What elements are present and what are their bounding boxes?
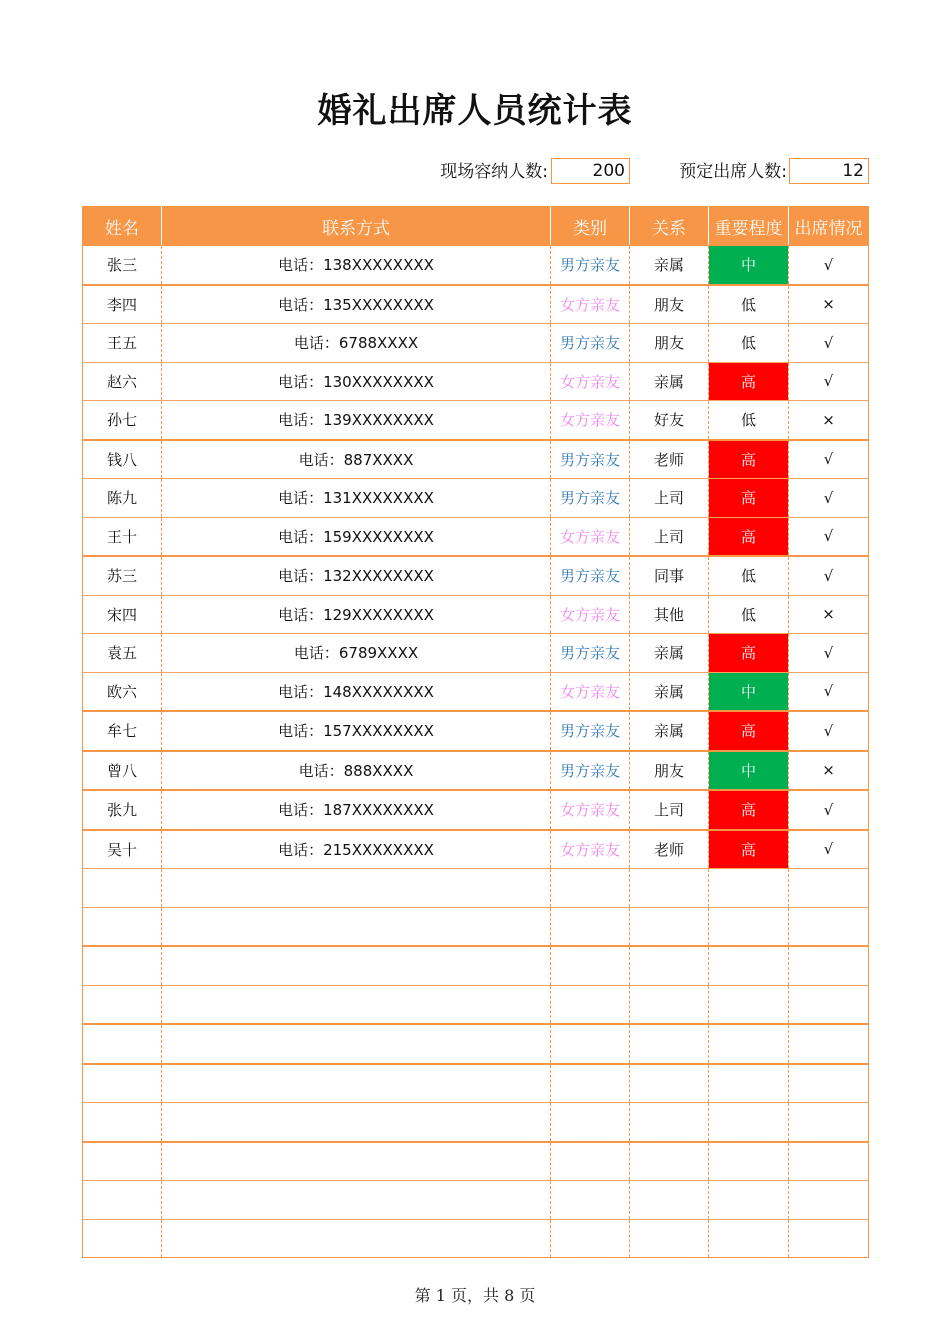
relation-cell[interactable]: 上司 <box>630 517 709 556</box>
category-cell[interactable]: 女方亲友 <box>551 285 630 324</box>
empty-cell[interactable] <box>83 907 162 946</box>
empty-cell[interactable] <box>630 1024 709 1064</box>
attendance-cell[interactable]: √ <box>789 246 869 285</box>
importance-cell[interactable]: 低 <box>709 324 789 363</box>
guest-name-cell[interactable]: 袁五 <box>83 634 162 673</box>
category-cell[interactable]: 男方亲友 <box>551 751 630 791</box>
capacity-field[interactable]: 200 <box>551 158 630 184</box>
guest-name-cell[interactable]: 曾八 <box>83 751 162 791</box>
attendance-cell[interactable]: √ <box>789 556 869 595</box>
empty-cell[interactable] <box>162 1024 551 1064</box>
attendance-cell[interactable]: √ <box>789 362 869 401</box>
guest-name-cell[interactable]: 赵六 <box>83 362 162 401</box>
empty-cell[interactable] <box>709 985 789 1024</box>
empty-cell[interactable] <box>83 1064 162 1103</box>
empty-cell[interactable] <box>162 1219 551 1258</box>
empty-cell[interactable] <box>162 869 551 908</box>
page-title: 婚礼出席人员统计表 <box>317 91 633 131</box>
empty-cell[interactable] <box>630 907 709 946</box>
empty-cell[interactable] <box>162 1064 551 1103</box>
table-row <box>83 672 869 711</box>
guest-name-cell[interactable]: 钱八 <box>83 440 162 479</box>
relation-cell[interactable]: 同事 <box>630 556 709 595</box>
empty-cell[interactable] <box>162 1103 551 1142</box>
empty-cell[interactable] <box>630 869 709 908</box>
relation-cell[interactable]: 朋友 <box>630 751 709 791</box>
empty-cell[interactable] <box>83 946 162 985</box>
guest-name-cell[interactable]: 张三 <box>83 246 162 285</box>
contact-cell[interactable]: 电话：187XXXXXXXX <box>162 790 551 830</box>
attendance-cell[interactable]: √ <box>789 711 869 751</box>
importance-cell[interactable]: 高 <box>709 790 789 830</box>
empty-cell[interactable] <box>789 869 869 908</box>
header-importance[interactable]: 重要程度 <box>709 207 789 246</box>
contact-cell[interactable]: 电话：6788XXXX <box>162 324 551 363</box>
attendance-cell[interactable]: × <box>789 401 869 440</box>
table-row <box>83 790 869 830</box>
empty-cell[interactable] <box>789 1219 869 1258</box>
empty-cell[interactable] <box>709 869 789 908</box>
category-cell[interactable]: 女方亲友 <box>551 790 630 830</box>
guest-name-cell[interactable]: 吴十 <box>83 830 162 869</box>
empty-cell[interactable] <box>789 907 869 946</box>
empty-cell[interactable] <box>789 1064 869 1103</box>
header-row <box>83 207 869 246</box>
empty-cell[interactable] <box>789 1024 869 1064</box>
guest-name-cell[interactable]: 王五 <box>83 324 162 363</box>
guest-name-cell[interactable]: 陈九 <box>83 479 162 518</box>
attendance-cell[interactable]: √ <box>789 672 869 711</box>
relation-cell[interactable]: 上司 <box>630 790 709 830</box>
empty-cell[interactable] <box>551 985 630 1024</box>
table-row <box>83 246 869 285</box>
empty-row <box>83 1142 869 1181</box>
attendance-cell[interactable]: √ <box>789 479 869 518</box>
importance-cell[interactable]: 高 <box>709 362 789 401</box>
empty-cell[interactable] <box>162 1181 551 1220</box>
category-cell[interactable]: 男方亲友 <box>551 634 630 673</box>
importance-cell[interactable]: 低 <box>709 285 789 324</box>
relation-cell[interactable]: 老师 <box>630 440 709 479</box>
empty-cell[interactable] <box>789 1142 869 1181</box>
relation-cell[interactable]: 亲属 <box>630 246 709 285</box>
category-cell[interactable]: 女方亲友 <box>551 401 630 440</box>
empty-row <box>83 985 869 1024</box>
empty-cell[interactable] <box>162 985 551 1024</box>
importance-cell[interactable]: 高 <box>709 711 789 751</box>
empty-cell[interactable] <box>551 1142 630 1181</box>
empty-cell[interactable] <box>551 1103 630 1142</box>
empty-cell[interactable] <box>630 1142 709 1181</box>
table-row <box>83 324 869 363</box>
table-row <box>83 751 869 791</box>
category-cell[interactable]: 男方亲友 <box>551 711 630 751</box>
empty-row <box>83 869 869 908</box>
guest-name-cell[interactable]: 苏三 <box>83 556 162 595</box>
empty-cell[interactable] <box>630 985 709 1024</box>
attendance-cell[interactable]: × <box>789 751 869 791</box>
empty-cell[interactable] <box>551 1181 630 1220</box>
table-row <box>83 517 869 556</box>
empty-row <box>83 1219 869 1258</box>
importance-cell[interactable]: 高 <box>709 479 789 518</box>
importance-cell[interactable]: 高 <box>709 440 789 479</box>
expected-attendance-label: 预定出席人数: <box>679 162 787 182</box>
expected-attendance-field[interactable]: 12 <box>789 158 869 184</box>
table-row <box>83 479 869 518</box>
table-row <box>83 711 869 751</box>
header-category[interactable]: 类别 <box>551 207 630 246</box>
empty-cell[interactable] <box>551 1064 630 1103</box>
empty-cell[interactable] <box>630 1103 709 1142</box>
header-contact[interactable]: 联系方式 <box>162 207 551 246</box>
importance-cell[interactable]: 高 <box>709 517 789 556</box>
category-cell[interactable]: 女方亲友 <box>551 517 630 556</box>
attendance-table <box>82 206 869 1258</box>
empty-row <box>83 1024 869 1064</box>
category-cell[interactable]: 男方亲友 <box>551 324 630 363</box>
header-name[interactable]: 姓名 <box>83 207 162 246</box>
relation-cell[interactable]: 亲属 <box>630 711 709 751</box>
importance-cell[interactable]: 高 <box>709 830 789 869</box>
empty-cell[interactable] <box>162 1142 551 1181</box>
attendance-cell[interactable]: √ <box>789 830 869 869</box>
page-footer: 第 1 页，共 8 页 <box>414 1286 536 1305</box>
contact-cell[interactable]: 电话：159XXXXXXXX <box>162 517 551 556</box>
empty-cell[interactable] <box>709 1024 789 1064</box>
category-cell[interactable]: 女方亲友 <box>551 362 630 401</box>
contact-cell[interactable]: 电话：130XXXXXXXX <box>162 362 551 401</box>
attendance-cell[interactable]: √ <box>789 517 869 556</box>
category-cell[interactable]: 男方亲友 <box>551 440 630 479</box>
empty-cell[interactable] <box>551 869 630 908</box>
empty-cell[interactable] <box>630 1064 709 1103</box>
empty-cell[interactable] <box>83 985 162 1024</box>
empty-row <box>83 1103 869 1142</box>
capacity-label: 现场容纳人数: <box>440 162 548 182</box>
table-row <box>83 362 869 401</box>
table-row <box>83 830 869 869</box>
contact-cell[interactable]: 电话：888XXXX <box>162 751 551 791</box>
contact-cell[interactable]: 电话：157XXXXXXXX <box>162 711 551 751</box>
category-cell[interactable]: 女方亲友 <box>551 672 630 711</box>
empty-cell[interactable] <box>709 946 789 985</box>
importance-cell[interactable]: 低 <box>709 556 789 595</box>
empty-cell[interactable] <box>789 985 869 1024</box>
relation-cell[interactable]: 其他 <box>630 595 709 634</box>
relation-cell[interactable]: 亲属 <box>630 672 709 711</box>
empty-cell[interactable] <box>709 1219 789 1258</box>
empty-cell[interactable] <box>162 907 551 946</box>
guest-name-cell[interactable]: 张九 <box>83 790 162 830</box>
attendance-cell[interactable]: √ <box>789 440 869 479</box>
contact-cell[interactable]: 电话：132XXXXXXXX <box>162 556 551 595</box>
relation-cell[interactable]: 老师 <box>630 830 709 869</box>
empty-cell[interactable] <box>789 946 869 985</box>
importance-cell[interactable]: 中 <box>709 672 789 711</box>
contact-cell[interactable]: 电话：129XXXXXXXX <box>162 595 551 634</box>
attendance-cell[interactable]: √ <box>789 324 869 363</box>
relation-cell[interactable]: 亲属 <box>630 634 709 673</box>
category-cell[interactable]: 男方亲友 <box>551 246 630 285</box>
category-cell[interactable]: 女方亲友 <box>551 595 630 634</box>
contact-cell[interactable]: 电话：131XXXXXXXX <box>162 479 551 518</box>
contact-cell[interactable]: 电话：139XXXXXXXX <box>162 401 551 440</box>
empty-row <box>83 946 869 985</box>
empty-cell[interactable] <box>709 1142 789 1181</box>
guest-name-cell[interactable]: 王十 <box>83 517 162 556</box>
contact-cell[interactable]: 电话：135XXXXXXXX <box>162 285 551 324</box>
empty-cell[interactable] <box>83 1103 162 1142</box>
empty-cell[interactable] <box>709 907 789 946</box>
empty-cell[interactable] <box>551 907 630 946</box>
guest-name-cell[interactable]: 李四 <box>83 285 162 324</box>
table-row <box>83 634 869 673</box>
empty-cell[interactable] <box>83 1142 162 1181</box>
relation-cell[interactable]: 上司 <box>630 479 709 518</box>
empty-row <box>83 1064 869 1103</box>
contact-cell[interactable]: 电话：6789XXXX <box>162 634 551 673</box>
empty-cell[interactable] <box>83 1219 162 1258</box>
empty-cell[interactable] <box>789 1181 869 1220</box>
empty-cell[interactable] <box>630 946 709 985</box>
importance-cell[interactable]: 低 <box>709 401 789 440</box>
empty-row <box>83 1181 869 1220</box>
guest-name-cell[interactable]: 孙七 <box>83 401 162 440</box>
relation-cell[interactable]: 朋友 <box>630 324 709 363</box>
empty-cell[interactable] <box>709 1064 789 1103</box>
guest-name-cell[interactable]: 欧六 <box>83 672 162 711</box>
empty-cell[interactable] <box>630 1181 709 1220</box>
empty-cell[interactable] <box>162 946 551 985</box>
relation-cell[interactable]: 好友 <box>630 401 709 440</box>
table-row <box>83 440 869 479</box>
importance-cell[interactable]: 高 <box>709 634 789 673</box>
header-relation[interactable]: 关系 <box>630 207 709 246</box>
category-cell[interactable]: 男方亲友 <box>551 556 630 595</box>
attendance-cell[interactable]: × <box>789 285 869 324</box>
importance-cell[interactable]: 中 <box>709 751 789 791</box>
category-cell[interactable]: 女方亲友 <box>551 830 630 869</box>
empty-cell[interactable] <box>83 1024 162 1064</box>
contact-cell[interactable]: 电话：138XXXXXXXX <box>162 246 551 285</box>
relation-cell[interactable]: 亲属 <box>630 362 709 401</box>
header-attendance[interactable]: 出席情况 <box>789 207 869 246</box>
empty-cell[interactable] <box>709 1103 789 1142</box>
attendance-cell[interactable]: × <box>789 595 869 634</box>
importance-cell[interactable]: 中 <box>709 246 789 285</box>
contact-cell[interactable]: 电话：215XXXXXXXX <box>162 830 551 869</box>
empty-cell[interactable] <box>630 1219 709 1258</box>
guest-name-cell[interactable]: 宋四 <box>83 595 162 634</box>
attendance-cell[interactable]: √ <box>789 634 869 673</box>
importance-cell[interactable]: 低 <box>709 595 789 634</box>
empty-cell[interactable] <box>551 1219 630 1258</box>
empty-cell[interactable] <box>551 946 630 985</box>
table-row <box>83 595 869 634</box>
contact-cell[interactable]: 电话：887XXXX <box>162 440 551 479</box>
empty-cell[interactable] <box>709 1181 789 1220</box>
table-row <box>83 285 869 324</box>
table-row <box>83 556 869 595</box>
guest-name-cell[interactable]: 牟七 <box>83 711 162 751</box>
empty-cell[interactable] <box>83 1181 162 1220</box>
empty-row <box>83 907 869 946</box>
contact-cell[interactable]: 电话：148XXXXXXXX <box>162 672 551 711</box>
empty-cell[interactable] <box>789 1103 869 1142</box>
attendance-cell[interactable]: √ <box>789 790 869 830</box>
table-row <box>83 401 869 440</box>
category-cell[interactable]: 男方亲友 <box>551 479 630 518</box>
empty-cell[interactable] <box>83 869 162 908</box>
empty-cell[interactable] <box>551 1024 630 1064</box>
relation-cell[interactable]: 朋友 <box>630 285 709 324</box>
